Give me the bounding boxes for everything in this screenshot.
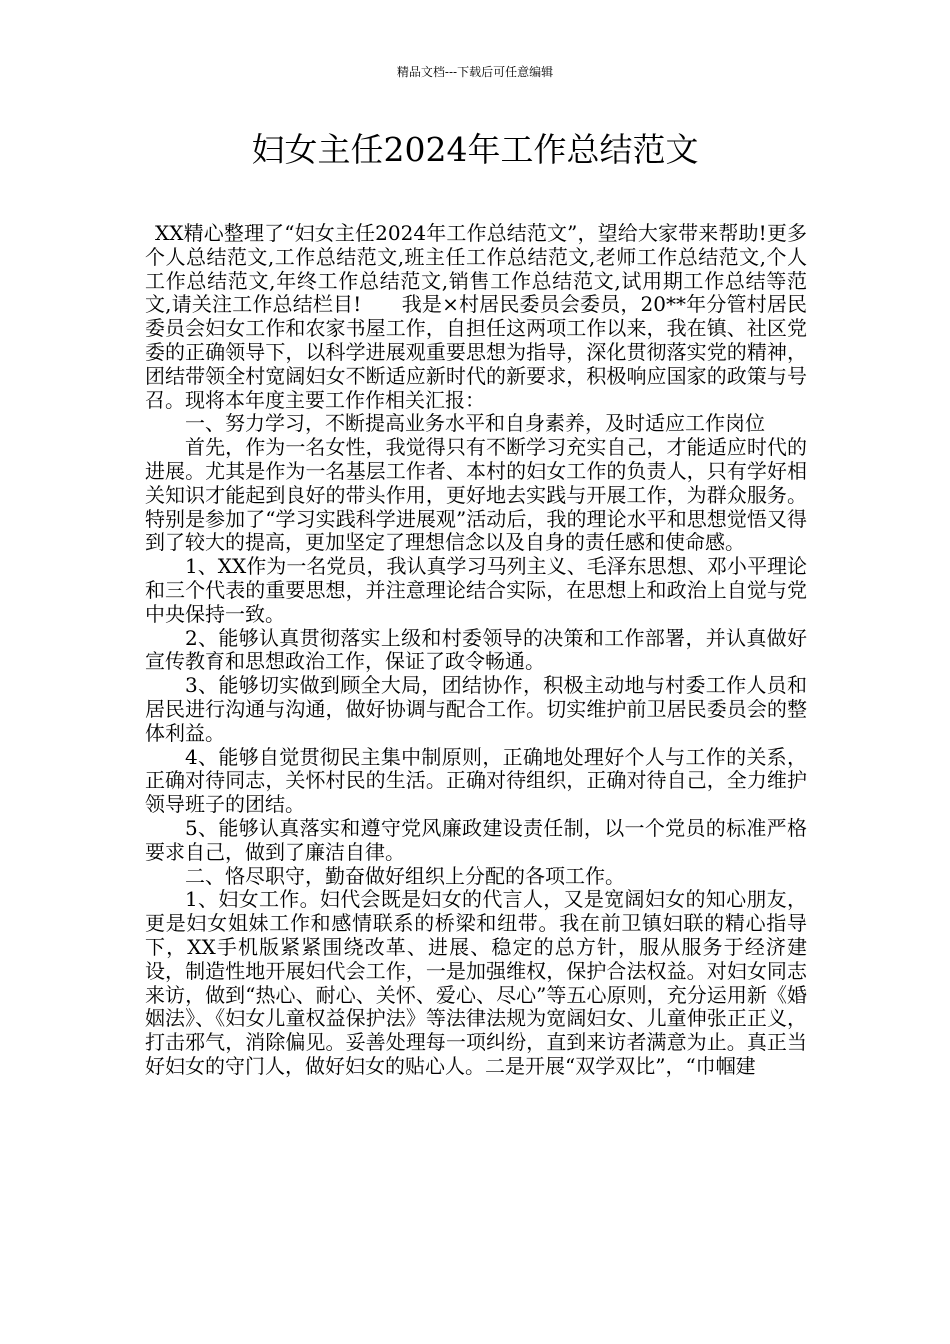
- section-heading-2: 二、恪尽职守，勤奋做好组织上分配的各项工作。: [185, 863, 625, 888]
- intro-paragraph: XX精心整理了“妇女主任2024年工作总结范文”，望给大家带来帮助!更多个人总结范文,工作总结范文,班主任工作总结范文,老师工作总结范文,个人工作总结范文,年终工作总结范文,销售工作总结范文,试用期工作总结等范文,请关注工作总结栏目! 我是×村居民委员会委员，20**年分管村居民委员会妇女工作和农家书屋工作，自担任这两项工作以来，我在镇、社区党委的正确领导下，以科学进展观重要思想为指导，深化贯彻落实党的精神，团结带领全村宽阔妇女不断适应新时代的新要求，积极响应国家的政策与号召。现将本年度主要工作作相关汇报：: [145, 221, 807, 412]
- document-body: [145, 222, 807, 1079]
- list-item-3: 3、能够切实做到顾全大局，团结协作，积极主动地与村委工作人员和居民进行沟通与沟通，做好协调与配合工作。切实维护前卫居民委员会的整体利益。: [145, 673, 807, 745]
- document-title: 妇女主任2024年工作总结范文: [251, 130, 699, 169]
- list-item-5: 5、能够认真落实和遵守党风廉政建设责任制，以一个党员的标准严格要求自己，做到了廉洁自律。: [145, 815, 807, 864]
- list-item-1: 1、XX作为一名党员，我认真学习马列主义、毛泽东思想、邓小平理论和三个代表的重要思想，并注意理论结合实际，在思想上和政治上自觉与党中央保持一致。: [145, 554, 807, 626]
- body-paragraph-women-work: 1、妇女工作。妇代会既是妇女的代言人，又是宽阔妇女的知心朋友，更是妇女姐妹工作和感情联系的桥梁和纽带。我在前卫镇妇联的精心指导下，XX手机版紧紧围绕改革、进展、稳定的总方针，服从服务于经济建设，制造性地开展妇代会工作，一是加强维权，保护合法权益。对妇女同志来访，做到“热心、耐心、关怀、爱心、尽心”等五心原则，充分运用新《婚姻法》、《妇女儿童权益保护法》等法律法规为宽阔妇女、儿童伸张正正义，打击邪气，消除偏见。妥善处理每一项纠纷，直到来访者满意为止。真正当好妇女的守门人，做好妇女的贴心人。二是开展“双学双比”，“巾帼建: [145, 887, 807, 1078]
- body-paragraph: 首先，作为一名女性，我觉得只有不断学习充实自己，才能适应时代的进展。尤其是作为一名基层工作者、本村的妇女工作的负责人，只有学好相关知识才能起到良好的带头作用，更好地去实践与开展工作，为群众服务。特别是参加了“学习实践科学进展观”活动后，我的理论水平和思想觉悟又得到了较大的提高，更加坚定了理想信念以及自身的责任感和使命感。: [145, 435, 807, 555]
- list-item-2: 2、能够认真贯彻落实上级和村委领导的决策和工作部署，并认真做好宣传教育和思想政治工作，保证了政令畅通。: [145, 625, 807, 674]
- header-note: 精品文档---下载后可任意编辑: [396, 65, 554, 79]
- section-heading-1: 一、努力学习，不断提高业务水平和自身素养，及时适应工作岗位: [185, 411, 765, 436]
- list-item-4: 4、能够自觉贯彻民主集中制原则，正确地处理好个人与工作的关系，正确对待同志，关怀村民的生活。正确对待组织，正确对待自己，全力维护领导班子的团结。: [145, 744, 807, 817]
